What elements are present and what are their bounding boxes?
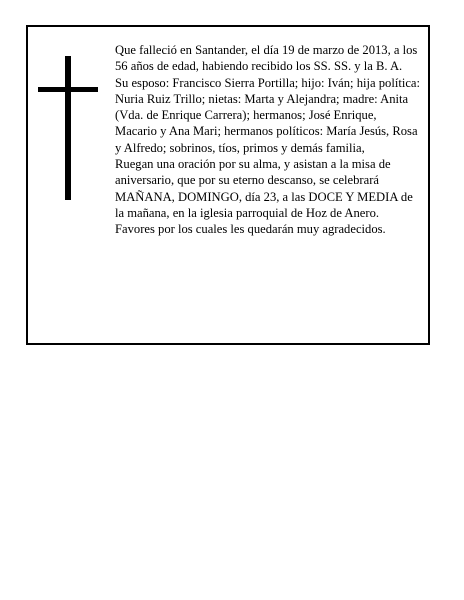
latin-cross-icon [38,56,98,200]
notice-paragraph-family: Su esposo: Francisco Sierra Portilla; hijo: Iván; hija política: Nuria Ruiz Trillo; nietas: Marta y Alejandra; madre: Anita (Vda. de Enrique Carrera); hermanos; José Enrique, Macario y Ana Mari; hermanos políticos: María Jesús, Rosa y Alfredo; sobrinos, tíos, primos y demás familia, [115,75,420,155]
notice-paragraph-death: Que falleció en Santander, el día 19 de marzo de 2013, a los 56 años de edad, habiendo recibido los SS. SS. y la B. A. [115,43,418,74]
obituary-notice [26,25,430,345]
cross-vertical-bar [65,56,71,200]
notice-paragraph-mass: Ruegan una oración por su alma, y asistan a la misa de aniversario, que por su eterno descanso, se celebrará MAÑANA, DOMINGO, día 23, a las DOCE Y MEDIA de la mañana, en la iglesia parroquial de Hoz de Anero. Favores por los cuales les quedarán muy agradecidos. [115,157,413,237]
notice-text [115,42,420,238]
cross-horizontal-bar [38,87,98,92]
